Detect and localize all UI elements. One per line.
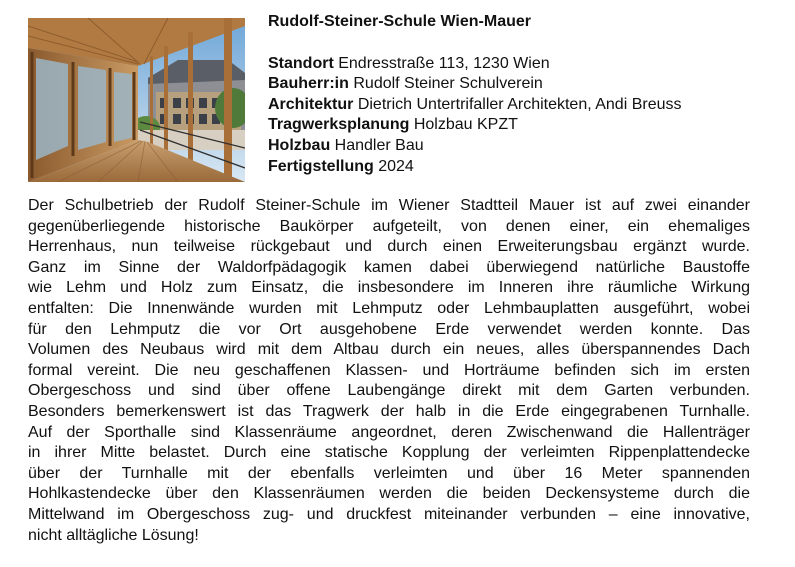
description-line: Auf der Sporthalle sind Klassenräume angeordnet, deren Zwischenwand die Hallenträger — [28, 423, 750, 441]
fact-holzbau — [268, 136, 778, 157]
fact-key: Fertigstellung — [268, 157, 374, 175]
description-line: gegenüberliegende historische Baukörper aufgeteilt, von denen einer, ein ehemaliges — [28, 217, 750, 235]
description-line: Volumen des Neubaus wird mit dem Altbau durch ein neues, alles überspannendes Dach — [28, 341, 750, 359]
description-line: entfalten: Die Innenwände wurden mit Lehmputz oder Lehmbauplatten ausgeführt, wobei — [28, 299, 750, 317]
fact-tragwerksplanung — [268, 115, 778, 136]
fact-value: Holzbau KPZT — [413, 116, 518, 134]
fact-value: Endresstraße 113, 1230 Wien — [338, 54, 550, 72]
fact-key: Holzbau — [268, 136, 331, 154]
fact-value: Handler Bau — [334, 136, 424, 154]
description-line: Besonders bemerkenswert ist das Tragwerk der halb in die Erde eingegrabenen Turnhalle. — [28, 402, 750, 420]
description-line: in ihrer Mitte belastet. Durch eine statische Kopplung der verleimten Rippenplattendecke — [28, 444, 750, 462]
photo-arcade-walkway — [28, 18, 245, 182]
description-line: formal vereint. Die neu geschaffenen Klassen- und Horträume befinden sich im ersten — [28, 361, 750, 379]
description-line: Mittelwand im Obergeschoss zug- und druckfest miteinander verbunden – eine innovative, — [28, 505, 750, 523]
description-line: über der Turnhalle mit der ebenfalls verleimten und über 16 Meter spannenden — [28, 464, 750, 482]
fact-standort — [268, 54, 778, 75]
description-line: Der Schulbetrieb der Rudolf Steiner-Schule im Wiener Stadtteil Mauer ist auf zwei einander — [28, 197, 750, 214]
description-line: nicht alltägliche Lösung! — [28, 526, 199, 544]
fact-value: Dietrich Untertrifaller Architekten, Andi Breuss — [357, 95, 682, 113]
fact-value: 2024 — [378, 157, 414, 175]
project-description — [28, 196, 750, 546]
fact-value: Rudolf Steiner Schulverein — [353, 75, 543, 93]
description-line: Ganz im Sinne der Waldorfpädagogik kamen dabei überwiegend natürliche Baustoffe — [28, 258, 750, 276]
description-line: für den Lehmputz die vor Ort ausgehobene Erde verwendet werden konnte. Das — [28, 320, 750, 338]
building-photo — [28, 18, 245, 182]
description-line: Hohlkastendecke über den Klassenräumen werden die beiden Deckensysteme durch die — [28, 485, 750, 503]
fact-architektur — [268, 95, 778, 116]
fact-key: Architektur — [268, 95, 354, 113]
description-line: wie Lehm und Holz zum Einsatz, die insbesondere im Inneren ihre räumliche Wirkung — [28, 279, 750, 297]
description-line: Herrenhaus, nun teilweise rückgebaut und durch einen Erweiterungsbau ergänzt wurde. — [28, 238, 750, 256]
fact-key: Tragwerksplanung — [268, 116, 410, 134]
fact-fertigstellung — [268, 157, 778, 178]
fact-key: Standort — [268, 54, 334, 72]
project-title: Rudolf-Steiner-Schule Wien-Mauer — [268, 13, 531, 30]
fact-key: Bauherr:in — [268, 75, 349, 93]
description-line: Obergeschoss und sind über offene Laubengänge direkt mit dem Garten verbunden. — [28, 382, 750, 400]
project-facts — [268, 12, 778, 177]
fact-bauherr — [268, 74, 778, 95]
